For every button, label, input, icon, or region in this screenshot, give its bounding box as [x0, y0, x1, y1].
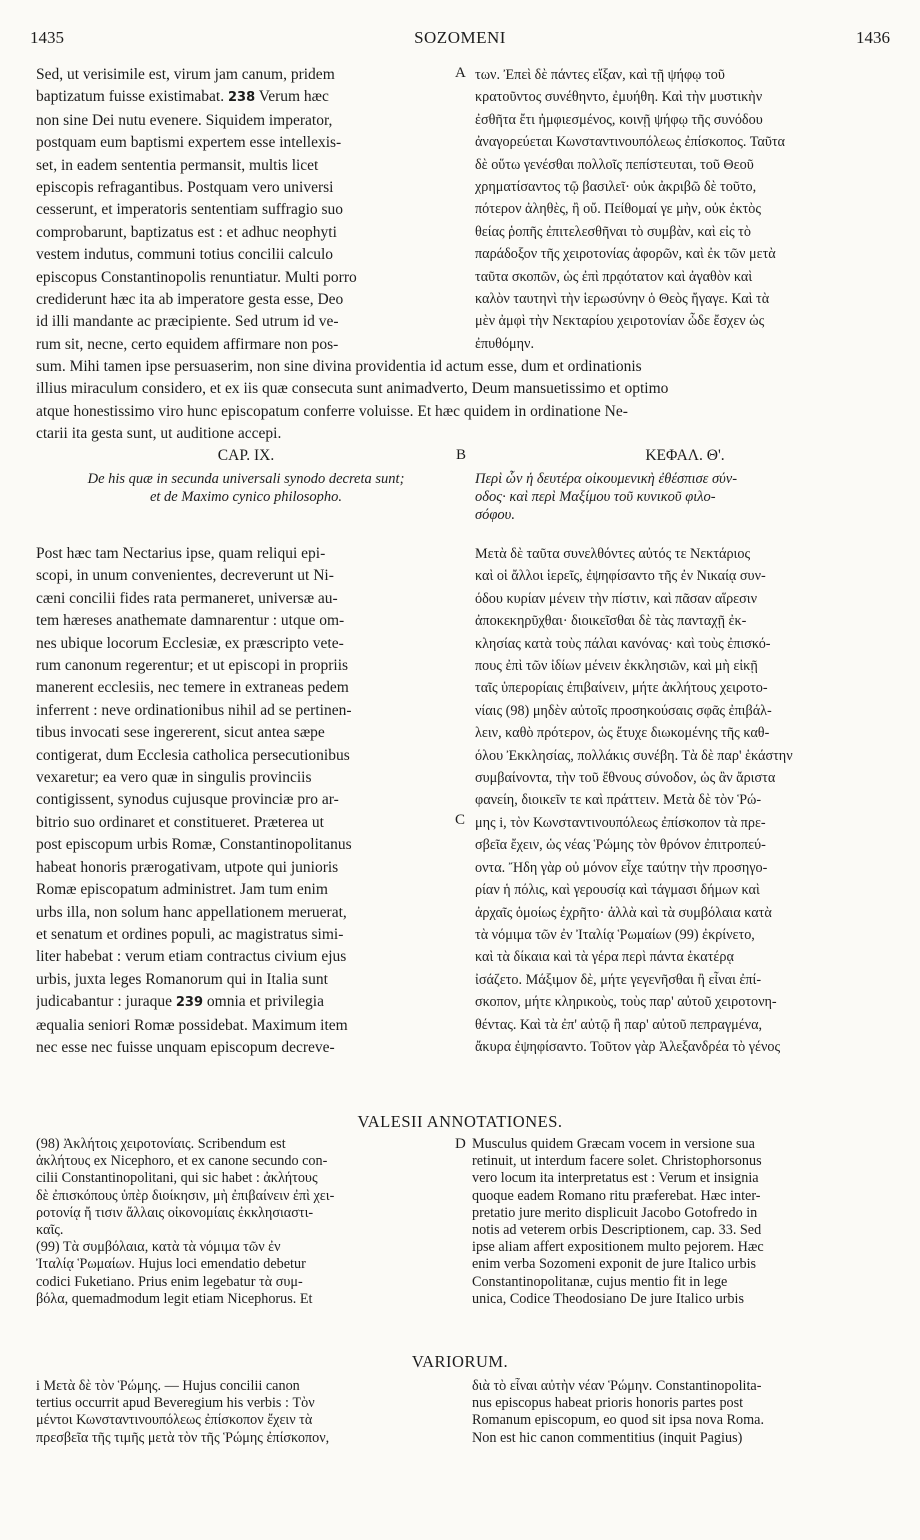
latin-text-line: æqualia seniori Romæ possidebat. Maximum item: [36, 1016, 348, 1034]
latin-text-line: inferrent : neve ordinationibus nihil ad se pertinen-: [36, 701, 352, 719]
latin-text-line: Post hæc tam Nectarius ipse, quam reliqui epi-: [36, 545, 326, 562]
variorum-line: Non est hic canon commentitius (inquit Pagius): [472, 1429, 743, 1446]
margin-marker-c: C: [455, 812, 466, 828]
latin-text-line: rum sit, necne, certo equidem affirmare non pos-: [36, 335, 339, 353]
annotation-line: Ἰταλίᾳ Ῥωμαίων. Hujus loci emendatio debetur: [36, 1256, 306, 1273]
annotation-line: pretatio jure merito displicuit Jacobo Gotofredo in: [472, 1204, 758, 1221]
page-number-left: 1435: [30, 28, 64, 47]
latin-chapter-summary: [36, 470, 456, 506]
annotation-line: ipse aliam affert expositionem multo pejorem. Hæc: [472, 1239, 764, 1256]
margin-marker-d: D: [455, 1136, 466, 1152]
latin-text-line: contigissent, synodus cujusque provinciæ pro ar-: [36, 791, 339, 809]
latin-text-line: episcopus Constantinopolis renuntiatur. Multi porro: [36, 268, 357, 286]
annotation-line: cilii Constantinopolitani, qui sic habet : ἀκλήτους: [36, 1170, 318, 1187]
latin-chapter-heading: CAP. IX.: [217, 447, 275, 464]
running-title: SOZOMENI: [414, 28, 506, 47]
annotation-line: ροτονίᾳ ἤ τισιν ἄλλαις οἰκονομίαις ἐκκλησιαστι-: [36, 1204, 314, 1221]
latin-text-line: bitrio suo ordinaret et constitueret. Præterea ut: [36, 813, 324, 831]
latin-text-line: comprobarunt, baptizatus est : et adhuc neophyti: [36, 223, 337, 241]
latin-text-line: tem hæreses anathemate damnarentur : utque om-: [36, 612, 345, 630]
annotation-line: δὲ ἐπισκόπους ὑπὲρ διοίκησιν, μὴ ἐπιβαίνειν ἐπὶ χει-: [36, 1187, 335, 1204]
latin-text-line: et senatum et ordines populi, ac magistratus simi-: [36, 925, 344, 943]
page-number-right: 1436: [856, 28, 890, 47]
greek-text-line: παράδοξον τῆς χειροτονίας ἀφορῶν, καὶ ἐκ τῶν μετὰ: [475, 246, 776, 263]
latin-full-width-text: [36, 356, 896, 446]
variorum-line: πρεσβεῖα τῆς τιμῆς μετὰ τὸν τῆς Ῥώμης ἐπίσκοπον,: [36, 1429, 330, 1446]
greek-text-line: ἄκυρα ἐψηφίσαντο. Τοῦτον γὰρ Ἀλεξανδρέα τὸ γένος: [475, 1038, 781, 1055]
greek-text-line: συμβαίνοντα, τὴν τοῦ ἔθνους σύνοδον, ὡς ἂν ἄριστα: [475, 770, 776, 787]
greek-text-line: λειν, καθὸ πρότερον, ὡς ἔτυχε διωκομένης τῆς καθ-: [475, 725, 770, 742]
variorum-notes-right: [472, 1378, 896, 1447]
running-head: [30, 28, 890, 50]
latin-text-line: episcopis refragantibus. Postquam vero universi: [36, 179, 334, 197]
latin-text-line: sum. Mihi tamen ipse persuaserim, non sine divina providentia id actum esse, dum et ordinationis: [36, 358, 642, 375]
latin-text-line: manerent ecclesiis, nec temere in extraneas pedem: [36, 679, 349, 697]
latin-text-line: vestem indutus, communi totius concilii calculo: [36, 246, 334, 264]
greek-text-line: φανείη, διοικεῖν τε καὶ πράττειν. Μετὰ δὲ τὸν Ῥώ-: [475, 792, 762, 809]
latin-text-line: illius miraculum considero, et ex iis quæ consecuta sunt animadverto, Deum mansuetissimo et optimo: [36, 380, 669, 398]
folio-number: 238: [227, 90, 256, 106]
margin-marker-a: A: [455, 65, 466, 81]
latin-column-chapter: [36, 543, 461, 1059]
annotation-line: ἀκλήτους ex Nicephoro, et ex canone secundo con-: [36, 1153, 328, 1170]
latin-text-line: ctarii ita gesta sunt, ut auditione accepi.: [36, 425, 282, 443]
greek-text-line: ἀναγορεύεται Κωνσταντινουπόλεως ἐπίσκοπος. Ταῦτα: [475, 134, 785, 151]
greek-text-line: ταῖς ὑπερορίαις ἐπιβαίνειν, μήτε ἀκλήτους χειροτο-: [475, 680, 768, 697]
variorum-notes-left: [36, 1378, 451, 1447]
variorum-title: VARIORUM.: [411, 1352, 509, 1371]
greek-text-line: πους ἐπὶ τῶν ἰδίων μένειν ἐκκλησιῶν, καὶ μὴ εἰκῇ: [475, 658, 758, 675]
annotation-line: notis ad veterem orbis Descriptionem, cap. 33. Sed: [472, 1222, 762, 1239]
annotation-line: καῖς.: [36, 1222, 64, 1239]
latin-text-line: id illi mandante ac præcipiente. Sed utrum id ve-: [36, 313, 339, 331]
latin-text-line: nes ubique locorum Ecclesiæ, ex præscripto vete-: [36, 634, 344, 652]
latin-text-line: Sed, ut verisimile est, virum jam canum, pridem: [36, 66, 335, 83]
greek-text-line: όλου Ἐκκλησίας, πολλάκις συνέβη. Τὰ δὲ παρ' ἑκάστην: [475, 747, 793, 764]
latin-text-line: liter habebat : verum etiam contractus civium ejus: [36, 948, 347, 966]
greek-text-line: ἐσθῆτα ἔτι ἠμφιεσμένος, κοινῇ ψήφῳ τῆς συνόδου: [475, 111, 763, 128]
greek-summary-line: σόφου.: [475, 507, 515, 523]
folio-number: 239: [175, 995, 204, 1011]
latin-text-line: rum canonum regerentur; et ut episcopi in propriis: [36, 657, 349, 675]
latin-text-line: habeat honoris prærogativam, utpote qui junioris: [36, 858, 339, 876]
greek-summary-line: Περὶ ὧν ἡ δευτέρα οἰκουμενικὴ ἐθέσπισε σύν-: [475, 471, 738, 487]
latin-text-line: urbis, juxta leges Romanorum qui in Italia sunt: [36, 970, 328, 988]
greek-text-line: ταῦτα σκοπῶν, ὡς ἐπὶ πρᾳότατον καὶ ἀγαθὸν καὶ: [475, 268, 753, 285]
latin-text-line: Romæ episcopatum administret. Jam tum enim: [36, 881, 328, 899]
latin-text-line: baptizatum fuisse existimabat. 238 Verum hæc: [36, 88, 329, 106]
latin-summary-line: De his quæ in secunda universali synodo decreta sunt;: [87, 471, 405, 487]
greek-text-line: σκοπον, μήτε κληρικοὺς, τοὺς παρ' αὐτοῦ χειροτονη-: [475, 994, 777, 1011]
greek-text-line: όδου κυρίαν μένειν τὴν πίστιν, καὶ πᾶσαν αἵρεσιν: [475, 590, 757, 607]
greek-chapter-heading: ΚΕΦΑΛ. Θ'.: [645, 447, 725, 464]
greek-text-line: ἰσάζετο. Μάξιμον δὲ, μήτε γεγενῆσθαι ἢ εἶναι ἐπί-: [475, 971, 762, 988]
valesii-notes-left: [36, 1136, 451, 1308]
annotation-line: βόλα, quemadmodum legit etiam Nicephorus. Et: [36, 1290, 313, 1307]
annotation-line: (99) Τὰ συμβόλαια, κατὰ τὰ νόμιμα τῶν ἐν: [36, 1239, 281, 1256]
greek-text-line: μης i, τὸν Κωνσταντινουπόλεως ἐπίσκοπον τὰ πρε-: [475, 814, 766, 831]
greek-text-line: δὲ οὕτω γενέσθαι πολλοῖς πεπίστευται, τοῦ Θεοῦ: [475, 156, 754, 173]
latin-text-line: atque honestissimo viro hunc episcopatum conferre voluisse. Et hæc quidem in ordinatione Ne-: [36, 402, 628, 420]
latin-text-line: vexaretur; ea vero quæ in singulis provinciis: [36, 769, 312, 787]
greek-summary-line: οδος· καὶ περὶ Μαξίμου τοῦ κυνικοῦ φιλο-: [475, 489, 716, 505]
greek-chapter-summary: [475, 470, 895, 524]
greek-text-line: μὲν ἀμφὶ τὴν Νεκταρίου χειροτονίαν ὧδε ἔσχεν ὡς: [475, 313, 765, 330]
variorum-line: διὰ τὸ εἶναι αὐτὴν νέαν Ῥώμην. Constantinopolita-: [472, 1378, 762, 1394]
greek-text-line: ρίαν ἡ πόλις, καὶ γερουσίᾳ καὶ τάγμασι δήμων καὶ: [475, 882, 760, 899]
greek-text-line: κρατοῦντος συνέθηντο, ἐμυήθη. Καὶ τὴν μυστικὴν: [475, 89, 763, 106]
margin-marker-b: B: [456, 447, 467, 463]
latin-text-line: set, in eadem sententia permansit, multis licet: [36, 156, 319, 174]
greek-text-line: καὶ τὰ δίκαια καὶ τὰ γέρα περὶ πάντα ἑκατέρᾳ: [475, 949, 734, 966]
annotation-line: quoque eadem Romano ritu præferebat. Hæc inter-: [472, 1187, 761, 1204]
annotation-line: Musculus quidem Græcam vocem in versione sua: [472, 1136, 755, 1152]
annotation-line: retinuit, ut interdum facere solet. Christophorsonus: [472, 1153, 762, 1170]
annotation-line: enim verba Sozomeni exponit de jure Italico urbis: [472, 1256, 757, 1273]
variorum-line: Romanum episcopum, eo quod sit ipsa nova Roma.: [472, 1412, 764, 1429]
annotation-line: vero locum ita interpretatus est : Verum et insignia: [472, 1170, 759, 1187]
greek-column-chapter: [475, 543, 895, 1058]
variorum-line: μέντοι Κωνσταντινουπόλεως ἐπίσκοπον ἔχειν τὰ: [36, 1412, 313, 1429]
greek-text-line: θέντας. Καὶ τὰ ἐπ' αὐτῷ ἢ παρ' αὐτοῦ πεπραγμένα,: [475, 1016, 763, 1033]
latin-text-line: post episcopum urbis Romæ, Constantinopolitanus: [36, 836, 352, 854]
latin-text-line: urbs illa, non solum hanc appellationem meruerat,: [36, 903, 347, 921]
greek-text-line: οντα. Ἤδη γὰρ οὐ μόνον εἶχε ταύτην τὴν προσηγο-: [475, 859, 768, 876]
annotation-line: codici Fuketiano. Prius enim legebatur τὰ συμ-: [36, 1273, 303, 1290]
greek-text-line: ἀρχαῖς ὁμοίως ἐχρῆτο· ἀλλὰ καὶ τὰ συμβόλαια κατὰ: [475, 904, 772, 921]
annotation-line: unica, Codice Theodosiano De jure Italico urbis: [472, 1290, 744, 1307]
latin-text-line: crediderunt hæc ita ab imperatore gesta esse, Deo: [36, 291, 344, 309]
latin-text-line: contigerat, dum Ecclesia catholica persecutionibus: [36, 746, 350, 764]
greek-text-line: καλὸν ταυτηνὶ τὴν ἱερωσύνην ὁ Θεὸς ἤγαγε. Καὶ τὰ: [475, 291, 770, 308]
annotation-line: (98) Ἀκλήτοις χειροτονίαις. Scribendum est: [36, 1136, 286, 1152]
annotation-line: Constantinopolitanæ, cujus mentio fit in lege: [472, 1273, 728, 1290]
greek-text-line: κλησίας κατὰ τοὺς πάλαι κανόνας· καὶ τοὺς ἐπισκό-: [475, 635, 771, 652]
latin-text-line: tibus invocati sese ingererent, sicut antea sæpe: [36, 724, 325, 742]
greek-text-line: χρηματίσαντος τῷ βασιλεῖ· οὐκ ἀκριβῶ δὲ τοῦτο,: [475, 179, 757, 196]
greek-column-top: [475, 64, 895, 355]
greek-text-line: ἐπυθόμην.: [475, 335, 535, 352]
greek-text-line: θείας ῥοπῆς ἐπιτελεσθῆναι τὸ συμβὰν, καὶ εἰς τὸ: [475, 223, 751, 240]
latin-text-line: scopi, in unum convenientes, decreverunt ut Ni-: [36, 567, 334, 585]
valesii-annotations-title: VALESII ANNOTATIONES.: [357, 1112, 563, 1131]
greek-text-line: ἀποκεκηρῦχθαι· διοικεῖσθαι δὲ τὰς πανταχῇ ἐκ-: [475, 613, 747, 630]
variorum-line: i Μετὰ δὲ τὸν Ῥώμης. — Hujus concilii canon: [36, 1378, 300, 1394]
latin-text-line: cæni concilii fides rata permaneret, universæ au-: [36, 589, 338, 607]
greek-text-line: καὶ οἱ ἄλλοι ἱερεῖς, ἐψηφίσαντο τῆς ἐν Νικαίᾳ συν-: [475, 568, 766, 585]
greek-text-line: τὰ νόμιμα τῶν ἐν Ἰταλίᾳ Ῥωμαίων (99) ἐκρίνετο,: [475, 926, 755, 943]
latin-text-line: postquam eum baptismi expertem esse intellexis-: [36, 134, 342, 152]
valesii-notes-right: [472, 1136, 896, 1308]
greek-text-line: νίαις (98) μηδὲν αὐτοῖς προσηκούσαις σφᾶς ἐπιβάλ-: [475, 702, 772, 719]
greek-text-line: των. Ἐπεὶ δὲ πάντες εἴξαν, καὶ τῇ ψήφῳ τοῦ: [475, 67, 725, 83]
greek-text-line: Μετὰ δὲ ταῦτα συνελθόντες αὐτός τε Νεκτάριος: [475, 546, 751, 562]
variorum-line: nus episcopus habeat prioris honoris partes post: [472, 1395, 744, 1412]
greek-text-line: πότερον ἀληθὲς, ἢ οὔ. Πείθομαί γε μὴν, οὐκ ἐκτὸς: [475, 201, 762, 218]
latin-summary-line: et de Maximo cynico philosopho.: [149, 489, 343, 505]
greek-text-line: σβεῖα ἔχειν, ὡς νέας Ῥώμης τὸν θρόνον ἐπιτροπεύ-: [475, 837, 766, 854]
variorum-line: tertius occurrit apud Beveregium his verbis : Τὸν: [36, 1395, 315, 1412]
latin-column-top: [36, 64, 461, 356]
latin-text-line: nec esse nec fuisse unquam episcopum decreve-: [36, 1038, 335, 1056]
latin-text-line: cesserunt, et imperatoris sententiam suffragio suo: [36, 201, 344, 219]
latin-text-line: judicabantur : juraque 239 omnia et privilegia: [36, 993, 324, 1011]
latin-text-line: non sine Dei nutu evenere. Siquidem imperator,: [36, 111, 333, 129]
